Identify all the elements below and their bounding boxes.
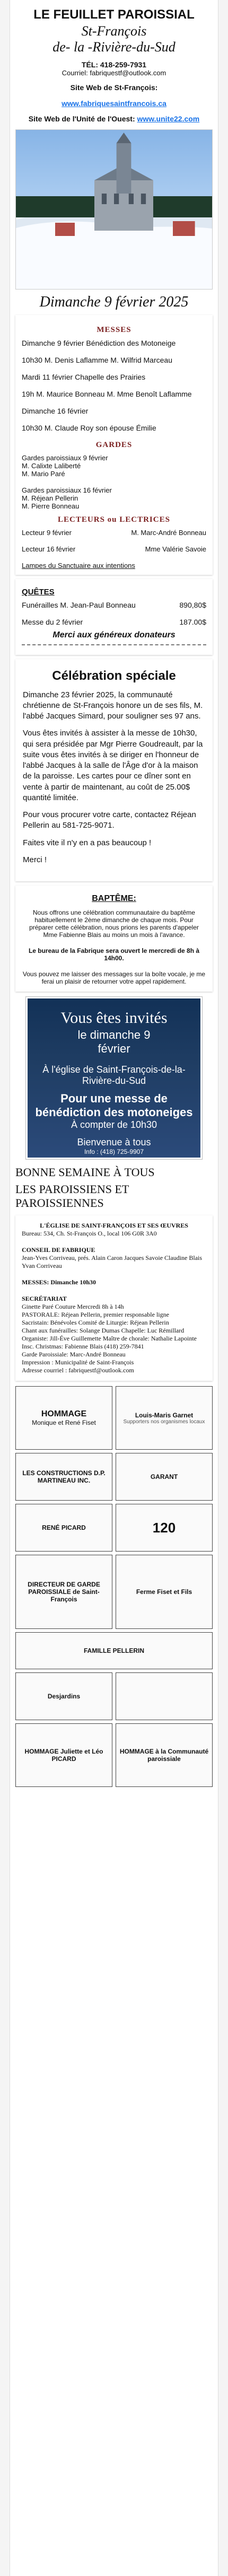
admin-conseil-label: CONSEIL DE FABRIQUE	[22, 1246, 95, 1254]
unite-label: Site Web de l'Unité de l'Ouest:	[28, 115, 135, 123]
admin-address: Bureau: 534, Ch. St-François O., local 106 G0R 3A0	[22, 1230, 157, 1237]
mass-line-4: 19h M. Maurice Bonneau M. Mme Benoît Laflamme	[22, 389, 192, 398]
merci-donateurs: Merci aux généreux donateurs	[52, 630, 176, 639]
lecteur-9-row	[22, 529, 206, 537]
gardes-9-label: Gardes paroissiaux 9 février	[22, 453, 108, 462]
lecteur-9-label: Lecteur 9 février	[22, 528, 72, 537]
ad-120	[116, 1504, 213, 1552]
invite-l5: Pour une messe de bénédiction des motoneiges	[35, 1092, 193, 1119]
quetes-panel	[15, 579, 213, 655]
admin-secret-label: SECRÉTARIAT	[22, 1295, 67, 1302]
mass-line-5: Dimanche 16 février	[22, 406, 89, 415]
bonne-semaine: BONNE SEMAINE À TOUS	[15, 1166, 155, 1179]
ad-ferme-fiset-text: Ferme Fiset et Fils	[136, 1588, 192, 1596]
parish-name-1: St-François	[81, 23, 147, 39]
admin-panel	[15, 1215, 213, 1381]
celebration-panel	[15, 659, 213, 882]
messes-title: MESSES	[97, 325, 131, 334]
admin-messes: MESSES: Dimanche 10h30	[22, 1278, 97, 1286]
sunday-date: Dimanche 9 février 2025	[39, 293, 189, 310]
ad-desjardins-text: Desjardins	[47, 1693, 81, 1700]
invite-l2: le dimanche 9	[77, 1028, 151, 1041]
ad-famille-pellerin	[15, 1632, 213, 1669]
ads-grid	[15, 1386, 213, 1787]
ad-directeur-garde-text: DIRECTEUR DE GARDE PAROISSIALE de Saint-François	[28, 1581, 100, 1603]
ad-hommage-monique-rene	[15, 1386, 112, 1450]
lecteurs-title: LECTEURS ou LECTRICES	[58, 515, 170, 524]
admin-secret-9: Adresse courriel : fabriquestf@outlook.com	[22, 1366, 134, 1374]
admin-secret-4: Chant aux funérailles: Solange Dumas Chapelle: Luc Rémillard	[22, 1327, 185, 1334]
ad-rene-picard	[15, 1504, 112, 1552]
invite-l3: février	[98, 1042, 130, 1055]
bapteme-title: BAPTÊME:	[92, 894, 136, 903]
bapteme-panel	[15, 886, 213, 992]
bapteme-p2: Le bureau de la Fabrique sera ouvert le mercredi de 8h à 14h00.	[28, 947, 200, 962]
bapteme-p1: Nous offrons une célébration communautaire du baptême habituellement le 2ème dimanche de chaque mois. Pour préparer cette célébration, nous prions les parents d'appeler Mme Fabienne Blais au moins un mois à l'avance.	[29, 909, 199, 939]
paroissiens: LES PAROISSIENS ET PAROISSIENNES	[15, 1182, 129, 1210]
admin-secret-6: Insc. Christmas: Fabienne Blais (418) 259-7841	[22, 1343, 144, 1350]
quete-amount-2: 187.00$	[179, 617, 206, 626]
ad-garant-text: GARANT	[150, 1473, 178, 1480]
masses-panel	[15, 315, 213, 575]
admin-secret-7: Garde Paroissiale: Marc-André Bonneau	[22, 1351, 126, 1358]
ad-hommage-communaute-text: HOMMAGE à la Communauté paroissiale	[119, 1748, 209, 1763]
quete-row-2	[22, 618, 206, 626]
garde-16-1: M. Réjean Pellerin	[22, 494, 78, 502]
admin-conseil-members: Jean-Yves Corriveau, prés. Alain Caron Jacques Savoie Claudine Blais Yvan Corriveau	[22, 1254, 203, 1269]
invite-l1: Vous êtes invités	[60, 1009, 168, 1027]
ad-louis-maris-garnet	[116, 1386, 213, 1450]
invite-l8: Info : (418) 725-9907	[84, 1148, 144, 1155]
admin-secret-5: Organiste: Jill-Éve Guillemette Maître de chorale: Nathalie Lapointe	[22, 1335, 197, 1342]
bulletin-page	[10, 0, 218, 2576]
garde-16-2: M. Pierre Bonneau	[22, 502, 80, 510]
quete-row-1	[22, 601, 206, 609]
admin-secret-2: PASTORALE: Réjean Pellerin, premier responsable ligne	[22, 1311, 169, 1318]
lecteur-9-name: M. Marc-André Bonneau	[131, 528, 206, 537]
ad-directeur-garde	[15, 1555, 112, 1629]
ad-ferme-fiset	[116, 1555, 213, 1629]
mass-line-1: Dimanche 9 février Bénédiction des Motoneige	[22, 338, 176, 347]
lecteur-16-label: Lecteur 16 février	[22, 545, 76, 553]
celebration-p5: Merci !	[23, 855, 47, 864]
invite-l6: À compter de 10h30	[71, 1119, 157, 1130]
bapteme-p3: Vous pouvez me laisser des messages sur la boîte vocale, je me ferai un plaisir de retourner votre appel rapidement.	[22, 970, 206, 985]
ad-placeholder	[116, 1672, 213, 1720]
celebration-p4: Faites vite il n'y en a pas beaucoup !	[23, 838, 152, 847]
admin-secret-3: Sacristain: Bénévoles Comité de Liturgie: Réjean Pellerin	[22, 1319, 169, 1326]
ad-hommage-juliette-leo	[15, 1723, 112, 1787]
ad-supporters: Supporters nos organismes locaux	[123, 1418, 205, 1425]
email: Courriel: fabriquestf@outlook.com	[62, 69, 166, 77]
ad-hommage-juliette-leo-text: HOMMAGE Juliette et Léo PICARD	[24, 1748, 103, 1763]
site-label: Site Web de St-François:	[70, 83, 158, 92]
celebration-p3: Pour vous procurer votre carte, contactez Réjean Pellerin au 581-725-9071.	[23, 810, 196, 830]
parish-name-2: de- la -Rivière-du-Sud	[52, 39, 176, 55]
quete-label-1: Funérailles M. Jean-Paul Bonneau	[22, 600, 136, 609]
lecteur-16-name: Mme Valérie Savoie	[145, 545, 206, 553]
ad-garant	[116, 1453, 213, 1501]
invite-l4: À l'église de Saint-François-de-la-Rivière-du-Sud	[42, 1064, 186, 1086]
celebration-title: Célébration spéciale	[52, 668, 176, 683]
ad-rene-picard-text: RENÉ PICARD	[42, 1524, 86, 1531]
admin-secret-8: Impression : Municipalité de Saint-François	[22, 1359, 134, 1366]
telephone: TÉL: 418-259-7931	[81, 60, 147, 69]
garde-9-2: M. Mario Paré	[22, 469, 65, 478]
header	[10, 0, 218, 126]
quetes-title: QUÊTES	[22, 587, 55, 597]
celebration-p2: Vous êtes invités à assister à la messe de 10h30, qui sera présidée par Mgr Pierre Goudreault, par la suite vous êtes invités à se diriger en l'honneur de l'abbé Jacques à la salle de l'Âge d'or à la maison de la paroisse. Les cartes pour ce dîner sont en vente à partir de maintenant, au coût de 25.00$ quantité limitée.	[23, 729, 203, 802]
lecteur-16-row	[22, 545, 206, 553]
mass-line-3: Mardi 11 février Chapelle des Prairies	[22, 372, 146, 381]
quete-amount-1: 890,80$	[179, 600, 206, 609]
ad-hommage: HOMMAGE	[41, 1409, 87, 1418]
site-url[interactable]: www.fabriquesaintfrancois.ca	[62, 99, 166, 108]
admin-secret-1: Ginette Paré Couture Mercredi 8h à 14h	[22, 1303, 124, 1310]
ad-louis-maris: Louis-Maris Garnet	[135, 1411, 194, 1419]
admin-org: L'ÉGLISE DE SAINT-FRANÇOIS ET SES ŒUVRES	[40, 1222, 188, 1229]
sanctuaire-note: Lampes du Sanctuaire aux intentions	[22, 561, 135, 569]
quete-label-2: Messe du 2 février	[22, 617, 83, 626]
bulletin-title: LE FEUILLET PAROISSIAL	[33, 7, 195, 22]
ad-120-text: 120	[152, 1519, 176, 1536]
ad-monique-rene: Monique et René Fiset	[32, 1419, 96, 1426]
ad-martineau-text: LES CONSTRUCTIONS D.P. MARTINEAU INC.	[22, 1469, 106, 1484]
gardes-title: GARDES	[95, 440, 133, 449]
unite-url[interactable]: www.unite22.com	[137, 115, 200, 123]
divider	[22, 644, 206, 645]
celebration-p1: Dimanche 23 février 2025, la communauté chrétienne de St-François honore un de ses fils, M. l'abbé Jacques Simard, pour souligner ses 97 ans.	[23, 690, 203, 721]
mass-line-2: 10h30 M. Denis Laflamme M. Wilfrid Marceau	[22, 355, 172, 364]
invite-l7: Bienvenue à tous	[77, 1137, 151, 1147]
church-photo	[15, 129, 213, 290]
ad-hommage-communaute	[116, 1723, 213, 1787]
ad-famille-pellerin-text: FAMILLE PELLERIN	[84, 1647, 144, 1654]
ad-martineau	[15, 1453, 112, 1501]
garde-9-1: M. Calixte Laliberté	[22, 461, 81, 470]
gardes-16-label: Gardes paroissiaux 16 février	[22, 486, 112, 494]
mass-line-6: 10h30 M. Claude Roy son épouse Émilie	[22, 423, 156, 432]
ad-desjardins	[15, 1672, 112, 1720]
invite-card	[26, 997, 202, 1159]
